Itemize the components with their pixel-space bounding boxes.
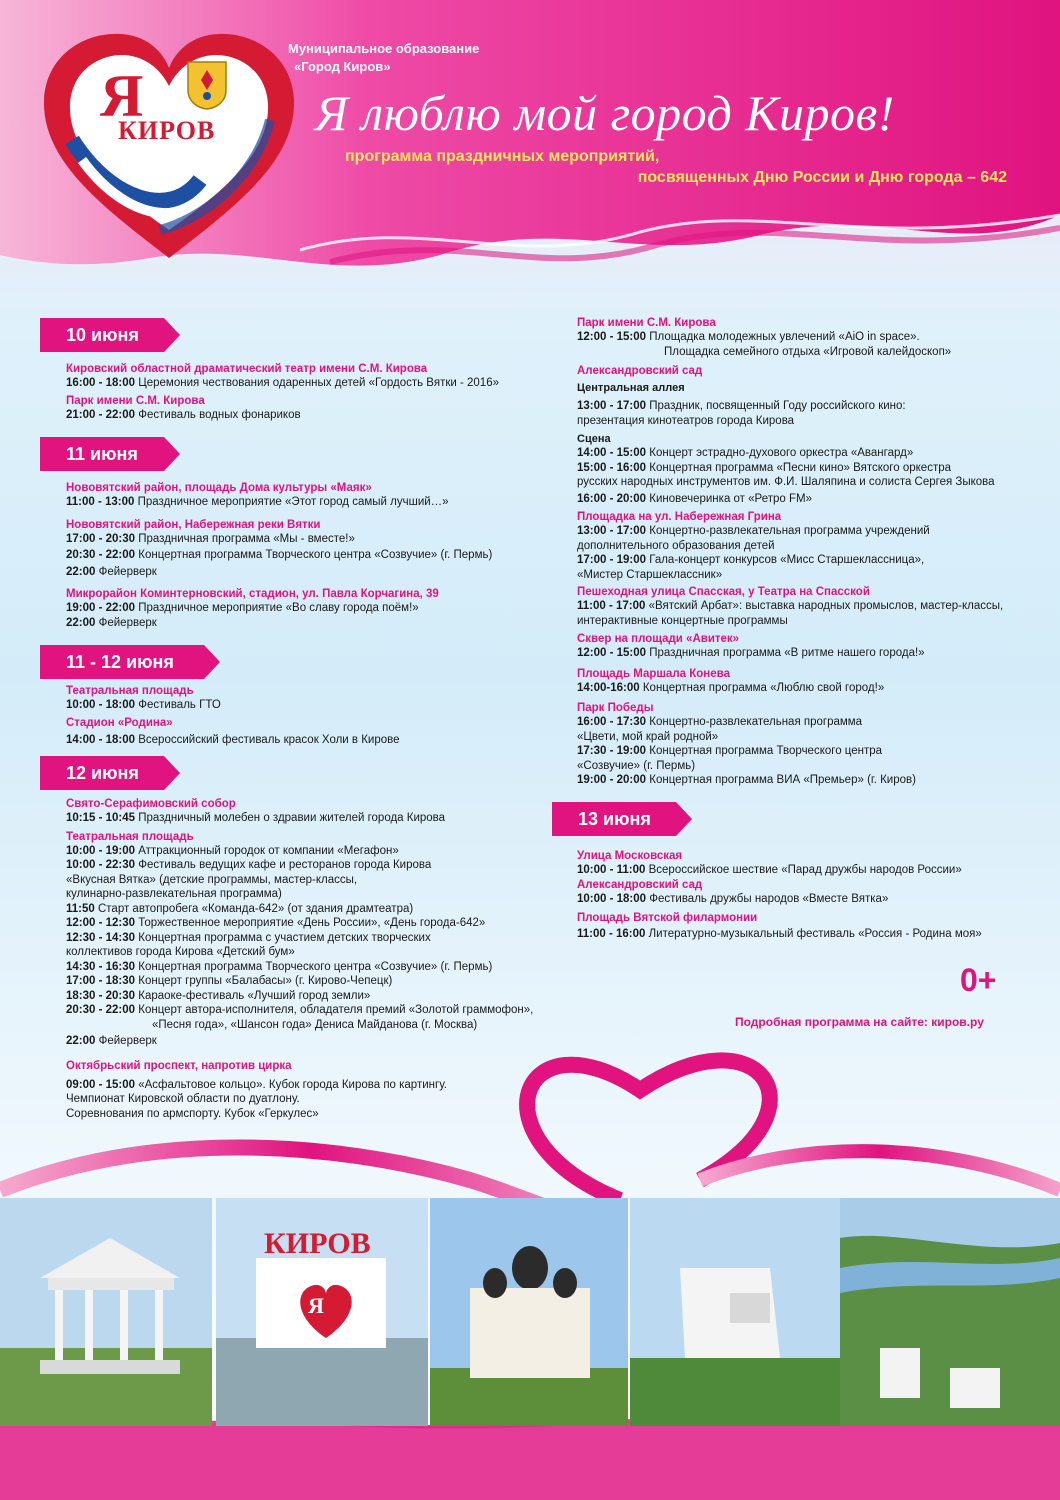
page-title: Я люблю мой город Киров!: [315, 85, 895, 141]
event-line: дополнительного образования детей: [577, 539, 775, 552]
event-line: 11:00 - 17:00 «Вятский Арбат»: выставка народных промыслов, мастер-классы,: [577, 600, 1004, 612]
event-line: 10:00 - 22:30 Фестиваль ведущих кафе и ресторанов города Кирова: [66, 859, 432, 871]
event-line: 17:30 - 19:00 Концертная программа Творческого центра: [577, 745, 883, 757]
kirov-sign-photo: [216, 1198, 428, 1426]
logo-city-text: КИРОВ: [118, 116, 216, 145]
venue-title: Стадион «Родина»: [66, 716, 173, 729]
event-line: 10:15 - 10:45 Праздничный молебен о здравии жителей города Кирова: [66, 812, 446, 824]
event-line: русских народных инструментов им. Ф.И. Шаляпина и солиста Сергея Зыкова: [577, 476, 995, 488]
day-badge-label: 11 июня: [66, 444, 138, 464]
event-line: коллективов города Кирова «Детский бум»: [66, 946, 295, 958]
day-badge-12: [40, 756, 180, 790]
event-line: 10:00 - 18:00 Фестиваль ГТО: [66, 699, 221, 711]
venue-title: Сквер на площади «Авитек»: [577, 633, 740, 645]
event-line: «Мистер Старшеклассник»: [577, 568, 723, 581]
day-badge-label: 13 июня: [578, 809, 651, 829]
event-line: презентация кинотеатров города Кирова: [577, 414, 795, 427]
event-line: 14:00-16:00 Концертная программа «Люблю свой город!»: [577, 681, 885, 694]
venue-title: Кировский областной драматический театр имени С.М. Кирова: [66, 363, 428, 375]
event-line: 21:00 - 22:00 Фестиваль водных фонариков: [66, 408, 301, 421]
sign-ya-text: Я: [308, 1293, 324, 1318]
logo-ya-text: Я: [100, 63, 144, 129]
event-line: 10:00 - 19:00 Аттракционный городок от компании «Мегафон»: [66, 844, 399, 857]
day-badge-label: 10 июня: [66, 325, 139, 345]
event-line: 19:00 - 22:00 Праздничное мероприятие «Во славу города поём!»: [66, 602, 419, 614]
subtitle-line-2: посвященных Дню России и Дню города – 642: [637, 169, 1007, 186]
event-line: 13:00 - 17:00 Праздник, посвященный Году российского кино:: [577, 400, 906, 412]
event-line: 11:00 - 13:00 Праздничное мероприятие «Этот город самый лучший…»: [66, 496, 449, 508]
event-line: 18:30 - 20:30 Караоке-фестиваль «Лучший город земли»: [66, 989, 371, 1002]
event-line: Чемпионат Кировской области по дуатлону.: [66, 1093, 300, 1105]
event-line: 20:30 - 22:00 Концерт автора-исполнителя, обладателя премий «Золотой граммофон»,: [66, 1004, 534, 1016]
event-line: 15:00 - 16:00 Концертная программа «Песни кино» Вятского оркестра: [577, 461, 951, 474]
event-line: Площадка семейного отдыха «Игровой калейдоскоп»: [664, 345, 952, 358]
day-badge-13: [552, 802, 692, 836]
event-line: 10:00 - 18:00 Фестиваль дружбы народов «Вместе Вятка»: [577, 892, 889, 905]
event-line: Соревнования по армспорту. Кубок «Геркулес»: [66, 1107, 319, 1120]
venue-title: Микрорайон Коминтерновский, стадион, ул. Павла Корчагина, 39: [66, 588, 439, 600]
municipality-label: [288, 40, 479, 76]
program-13-june: [577, 846, 982, 942]
event-line: 17:00 - 20:30 Праздничная программа «Мы - вместе!»: [66, 532, 355, 545]
event-line: 19:00 - 20:00 Концертная программа ВИА «Премьер» (г. Киров): [577, 774, 916, 786]
subvenue-title: Центральная аллея: [577, 382, 685, 394]
municipality-line-2: «Город Киров»: [294, 59, 391, 74]
venue-title: Пешеходная улица Спасская, у Театра на Спасской: [577, 586, 870, 598]
program-right-column: [577, 313, 1003, 788]
day-badge-11: [40, 437, 180, 471]
day-badge-label: 11 - 12 июня: [66, 652, 174, 672]
event-line: 13:00 - 17:00 Концертно-развлекательная программа учреждений: [577, 525, 930, 537]
sign-kirov-text: КИРОВ: [264, 1227, 371, 1260]
venue-title: Площадь Вятской филармонии: [577, 912, 758, 924]
venue-title: Октябрьский проспект, напротив цирка: [66, 1059, 292, 1072]
event-line: 12:00 - 15:00 Праздничная программа «В ритме нашего города!»: [577, 647, 925, 659]
event-line: 22:00 Фейерверк: [66, 616, 157, 629]
event-line: 20:30 - 22:00 Концертная программа Творческого центра «Созвучие» (г. Пермь): [66, 549, 493, 561]
venue-title: Парк имени С.М. Кирова: [577, 317, 716, 329]
event-line: 16:00 - 18:00 Церемония чествования одаренных детей «Гордость Вятки - 2016»: [66, 377, 499, 389]
venue-title: Театральная площадь: [66, 830, 194, 843]
day-badge-11-12: [40, 645, 220, 679]
heart-logo: [40, 30, 298, 262]
program-10-june: [66, 359, 499, 422]
subtitle-line-1: программа праздничных мероприятий,: [345, 148, 660, 165]
theatre-photo: [630, 1198, 840, 1426]
event-line: «Созвучие» (г. Пермь): [577, 759, 696, 772]
age-rating: 0+: [960, 962, 997, 998]
day-badge-10: [40, 318, 180, 352]
event-line: 22:00 Фейерверк: [66, 1035, 157, 1047]
venue-title: Свято-Серафимовский собор: [66, 798, 236, 810]
event-line: интерактивные концертные программы: [577, 614, 788, 627]
event-line: «Цвети, мой край родной»: [577, 730, 719, 743]
venue-title: Улица Московская: [577, 850, 683, 862]
event-line: кулинарно-развлекательная программа): [66, 888, 282, 900]
venue-title: Нововятский район, площадь Дома культуры «Маяк»: [66, 482, 372, 494]
cathedral-photo: [430, 1198, 628, 1426]
venue-title: Театральная площадь: [66, 685, 194, 697]
event-line: 17:00 - 19:00 Гала-концерт конкурсов «Мисс Старшеклассница»,: [577, 554, 925, 566]
event-line: «Вкусная Вятка» (детские программы, мастер-классы,: [66, 873, 358, 886]
program-11-june: [66, 478, 492, 630]
event-line: 14:30 - 16:30 Концертная программа Творческого центра «Созвучие» (г. Пермь): [66, 960, 493, 973]
website-note: Подробная программа на сайте: киров.ру: [735, 1015, 984, 1029]
rotunda-photo: [0, 1198, 212, 1426]
event-line: 17:00 - 18:30 Концерт группы «Балабасы» (г. Кирово-Чепецк): [66, 975, 393, 987]
day-badge-label: 12 июня: [66, 763, 139, 783]
event-line: 12:00 - 12:30 Торжественное мероприятие «День России», «День города-642»: [66, 917, 486, 929]
event-line: 11:00 - 16:00 Литературно-музыкальный фестиваль «Россия - Родина моя»: [577, 928, 982, 940]
event-line: 14:00 - 18:00 Всероссийский фестиваль красок Холи в Кирове: [66, 733, 400, 746]
page-subtitle: [345, 146, 1007, 188]
venue-title: Парк Победы: [577, 702, 654, 714]
venue-title: Нововятский район, Набережная реки Вятки: [66, 518, 321, 531]
venue-title: Площадь Маршала Конева: [577, 667, 730, 680]
coat-of-arms-icon: [186, 60, 228, 110]
event-line: 09:00 - 15:00 «Асфальтовое кольцо». Кубок города Кирова по картингу.: [66, 1078, 447, 1091]
event-line: 12:30 - 14:30 Концертная программа с участием детских творческих: [66, 931, 431, 944]
venue-title: Александровский сад: [577, 365, 703, 377]
event-line: 14:00 - 15:00 Концерт эстрадно-духового оркестра «Авангард»: [577, 447, 914, 459]
venue-title: Александровский сад: [577, 878, 703, 891]
event-line: 12:00 - 15:00 Площадка молодежных увлечений «AiO in space».: [577, 331, 920, 343]
subvenue-title: Сцена: [577, 433, 611, 445]
venue-title: Парк имени С.М. Кирова: [66, 394, 205, 407]
municipality-line-1: Муниципальное образование: [288, 41, 480, 56]
event-line: 11:50 Старт автопробега «Команда-642» (от здания драмтеатра): [66, 902, 414, 915]
event-line: 16:00 - 20:00 Киновечеринка от «Ретро FM»: [577, 492, 812, 505]
event-line: 16:00 - 17:30 Концертно-развлекательная программа: [577, 716, 863, 728]
event-line: 22:00 Фейерверк: [66, 565, 157, 578]
venue-title: Площадка на ул. Набережная Грина: [577, 511, 782, 523]
event-line: 10:00 - 11:00 Всероссийское шествие «Парад дружбы народов России»: [577, 864, 962, 876]
program-11-12-june: [66, 681, 400, 747]
event-line: «Песня года», «Шансон года» Дениса Майданова (г. Москва): [152, 1018, 478, 1031]
river-view-photo: [840, 1198, 1060, 1426]
